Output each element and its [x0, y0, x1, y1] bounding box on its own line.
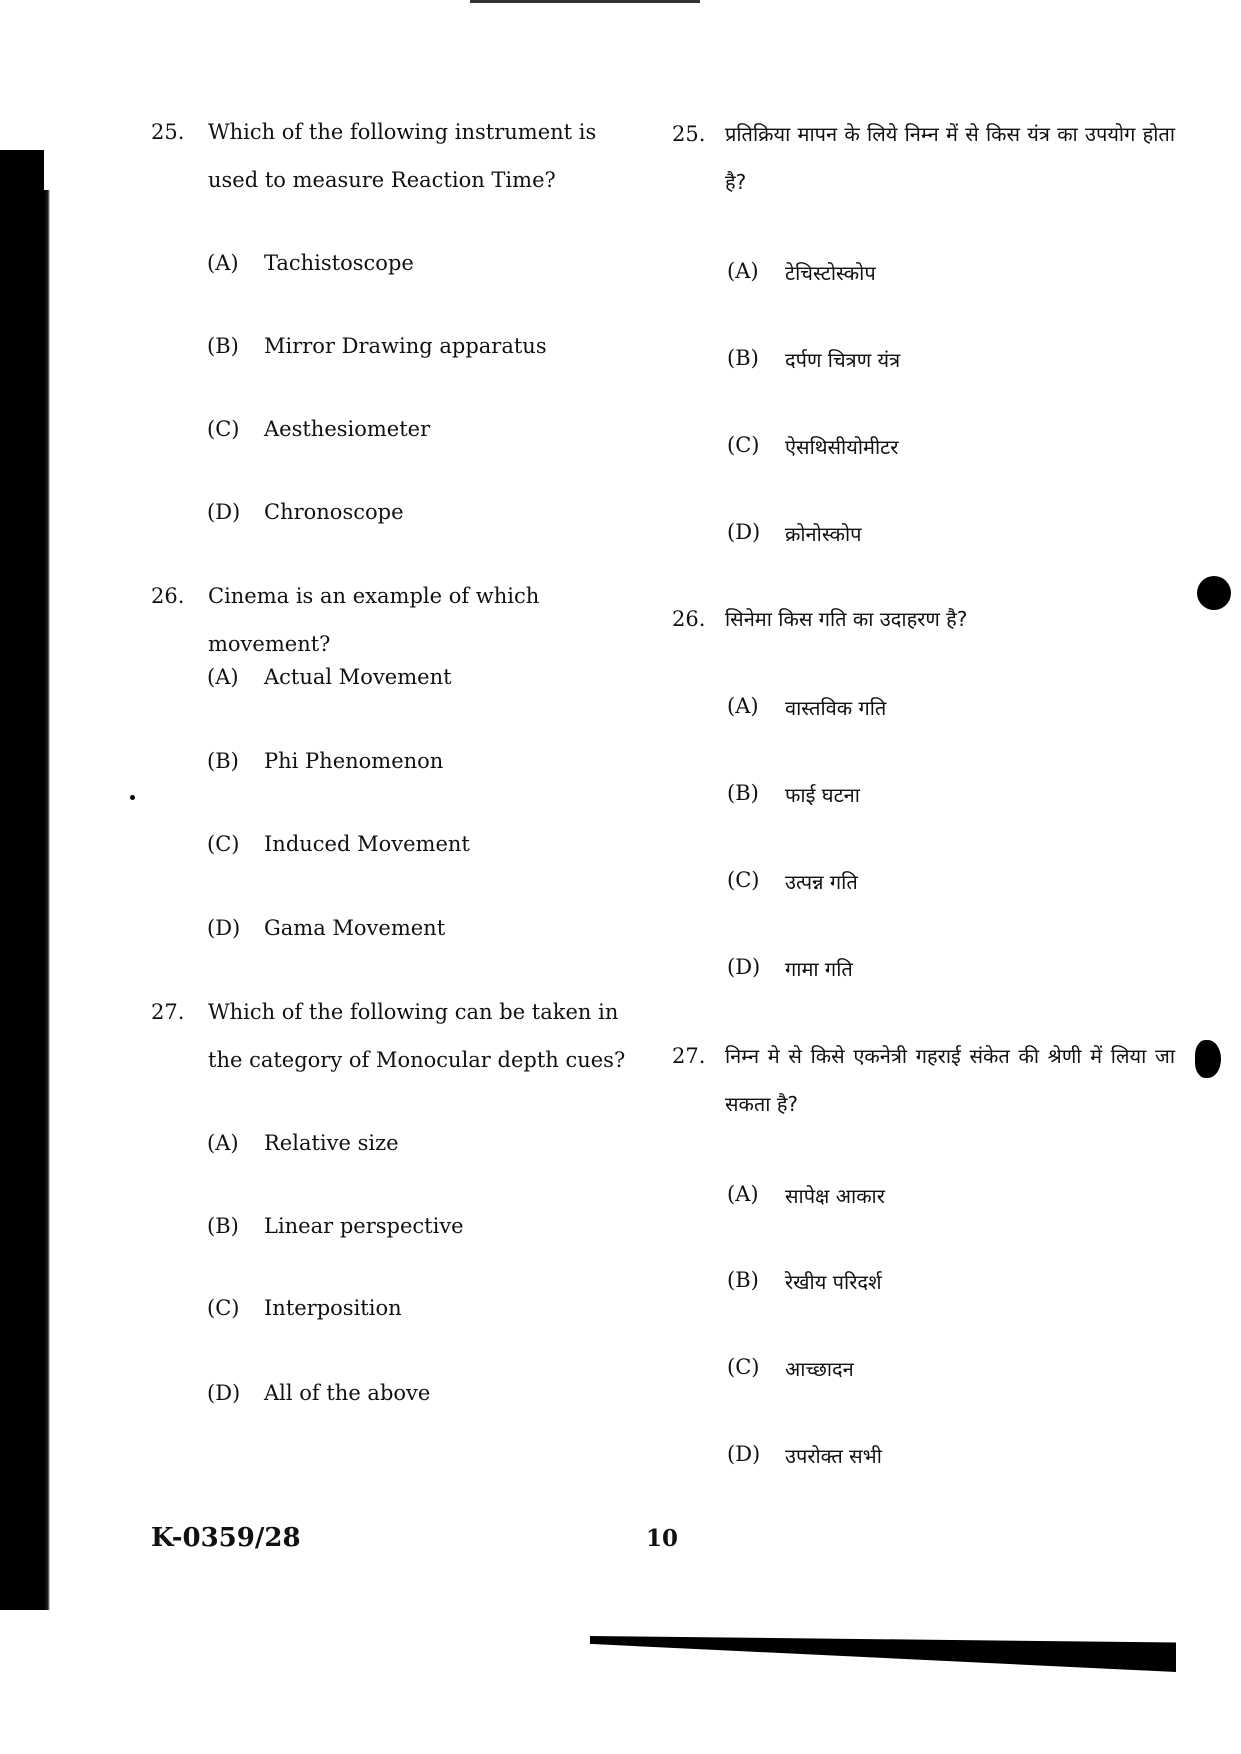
option-label: (C): [207, 1296, 240, 1320]
option-text: वास्तविक गति: [785, 696, 887, 720]
option-text: Chronoscope: [264, 500, 404, 524]
option-text: Linear perspective: [264, 1214, 464, 1238]
option-text: सापेक्ष आकार: [785, 1184, 885, 1208]
option-label: (A): [207, 665, 239, 689]
question-text: Cinema is an example of which movement?: [208, 584, 540, 656]
punch-hole: [1197, 576, 1231, 610]
scan-left-shadow: [0, 150, 50, 1610]
option-text: ऐसथिसीयोमीटर: [785, 435, 899, 459]
option-text: Mirror Drawing apparatus: [264, 334, 547, 358]
option-label: (A): [207, 1131, 239, 1155]
option-label: (B): [207, 749, 239, 773]
option-text: क्रोनोस्कोप: [785, 522, 862, 546]
option-label: (B): [727, 346, 759, 370]
option-label: (B): [207, 334, 239, 358]
punch-hole: [1195, 1040, 1221, 1078]
option-label: (C): [207, 832, 240, 856]
option-label: (B): [727, 1268, 759, 1292]
scan-bottom-shadow: [590, 1636, 1176, 1672]
option-label: (C): [727, 868, 760, 892]
question-text: निम्न मे से किसे एकनेत्री गहराई संकेत की श्रेणी में लिया जा सकता है?: [725, 1044, 1175, 1116]
scan-edge-line: [470, 0, 700, 3]
page-number: 10: [646, 1525, 679, 1552]
question-number: 27.: [151, 1000, 185, 1024]
question-number: 25.: [672, 122, 706, 146]
option-text: All of the above: [264, 1381, 431, 1405]
option-text: फाई घटना: [785, 783, 860, 807]
scan-speck: [130, 795, 135, 800]
option-text: दर्पण चित्रण यंत्र: [785, 348, 901, 372]
option-text: उत्पन्न गति: [785, 870, 858, 894]
option-text: Actual Movement: [264, 665, 452, 689]
option-label: (D): [727, 955, 761, 979]
option-label: (D): [207, 1381, 241, 1405]
option-label: (D): [207, 916, 241, 940]
option-label: (A): [207, 251, 239, 275]
option-text: उपरोक्त सभी: [785, 1444, 882, 1468]
option-label: (D): [207, 500, 241, 524]
option-text: Tachistoscope: [264, 251, 414, 275]
option-label: (A): [727, 694, 759, 718]
option-text: Interposition: [264, 1296, 402, 1320]
option-text: Aesthesiometer: [264, 417, 431, 441]
option-text: Induced Movement: [264, 832, 470, 856]
option-text: Gama Movement: [264, 916, 446, 940]
question-text: प्रतिक्रिया मापन के लिये निम्न में से किस यंत्र का उपयोग होता है?: [725, 122, 1175, 194]
option-label: (D): [727, 520, 761, 544]
question-text: Which of the following instrument is used to measure Reaction Time?: [208, 120, 597, 192]
question-number: 26.: [672, 607, 706, 631]
option-label: (C): [207, 417, 240, 441]
question-number: 26.: [151, 584, 185, 608]
question-number: 25.: [151, 120, 185, 144]
option-label: (B): [727, 781, 759, 805]
option-text: Relative size: [264, 1131, 399, 1155]
option-label: (B): [207, 1214, 239, 1238]
option-label: (A): [727, 259, 759, 283]
option-text: रेखीय परिदर्श: [785, 1270, 882, 1294]
option-text: गामा गति: [785, 957, 853, 981]
question-text: सिनेमा किस गति का उदाहरण है?: [725, 607, 968, 631]
option-label: (C): [727, 433, 760, 457]
option-label: (D): [727, 1442, 761, 1466]
question-number: 27.: [672, 1044, 706, 1068]
question-text: Which of the following can be taken in the category of Monocular depth cues?: [208, 1000, 626, 1072]
option-text: Phi Phenomenon: [264, 749, 444, 773]
booklet-code: K-0359/28: [151, 1523, 301, 1553]
option-text: टेचिस्टोस्कोप: [785, 261, 876, 285]
option-label: (C): [727, 1355, 760, 1379]
option-text: आच्छादन: [785, 1357, 854, 1381]
option-label: (A): [727, 1182, 759, 1206]
